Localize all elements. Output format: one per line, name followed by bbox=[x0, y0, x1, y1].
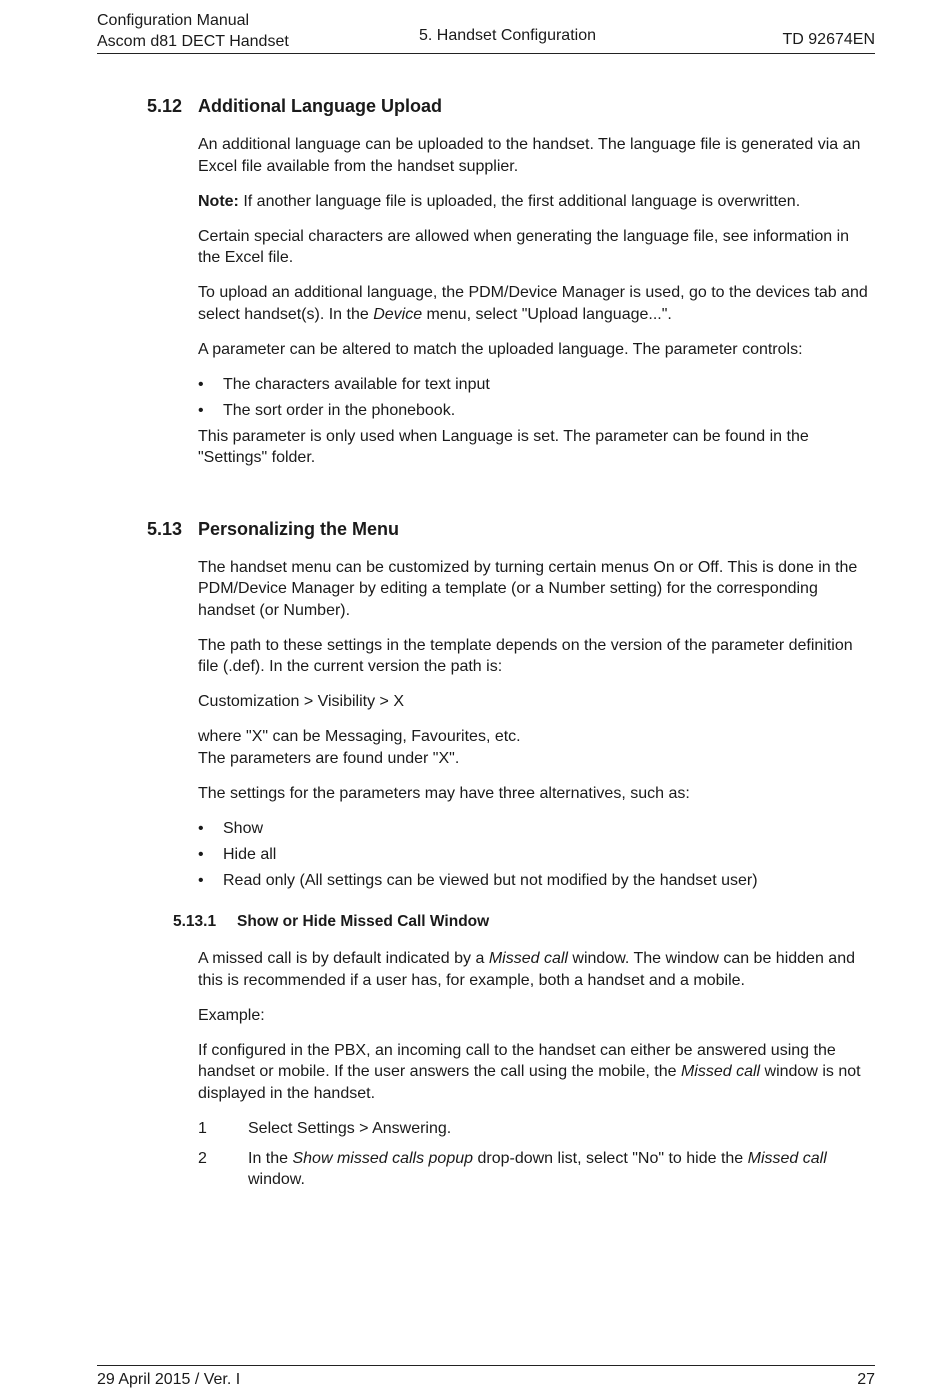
step-item bbox=[198, 1148, 875, 1191]
paragraph: This parameter is only used when Language is set. The parameter can be found in the "Settings" folder. bbox=[198, 427, 809, 466]
doc-title: Configuration Manual bbox=[97, 12, 250, 29]
page-number: 27 bbox=[857, 1371, 875, 1388]
section-body-5-13 bbox=[198, 557, 875, 892]
text-run: window is not displayed in the handset. bbox=[198, 1063, 861, 1102]
paragraph bbox=[198, 282, 875, 325]
note-paragraph bbox=[198, 191, 875, 213]
text-run: drop-down list, select "No" to hide the bbox=[473, 1149, 748, 1167]
bullet-icon: • bbox=[198, 819, 204, 837]
bullet-icon: • bbox=[198, 401, 204, 419]
bullet-icon: • bbox=[198, 871, 204, 889]
step-item bbox=[198, 1118, 875, 1140]
note-text: If another language file is uploaded, the first additional language is overwritten. bbox=[238, 192, 801, 210]
paragraph: Certain special characters are allowed when generating the language file, see information in the Excel file. bbox=[198, 227, 850, 266]
bullet-icon: • bbox=[198, 375, 204, 393]
emphasis-text: Missed call bbox=[488, 950, 568, 967]
list-item-text: Show bbox=[223, 819, 264, 837]
subsection-number: 5.13.1 bbox=[173, 913, 217, 930]
paragraph: The path to these settings in the template depends on the version of the parameter definition file (.def). In the current version the path is: bbox=[198, 636, 853, 675]
list-item-text: The sort order in the phonebook. bbox=[223, 401, 456, 419]
section-number: 5.13 bbox=[147, 518, 183, 539]
page-content bbox=[147, 96, 875, 1199]
menu-path: Customization > Visibility > X bbox=[198, 693, 405, 710]
paragraph: The handset menu can be customized by turning certain menus On or Off. This is done in the PDM/Device Manager by editing a template (or a Number setting) for the corresponding handset (or Number). bbox=[198, 558, 858, 619]
subsection-body-5-13-1 bbox=[198, 948, 875, 1191]
text-run: If configured in the PBX, an incoming call to the handset can either be answered using the handset or mobile. If the user answers the call using the mobile, the bbox=[198, 1041, 836, 1080]
text-run: To upload an additional language, the PDM/Device Manager is used, go to the devices tab and select handset(s). In the bbox=[198, 284, 868, 323]
note-label: Note: bbox=[198, 192, 239, 210]
text-line: The parameters are found under "X". bbox=[198, 749, 460, 767]
emphasis-text: Missed call bbox=[747, 1149, 827, 1167]
list-item bbox=[198, 400, 875, 422]
doc-id: TD 92674EN bbox=[782, 31, 875, 48]
step-number: 2 bbox=[198, 1149, 207, 1167]
text-line: where "X" can be Messaging, Favourites, etc. bbox=[198, 728, 521, 745]
header-left bbox=[97, 10, 289, 52]
list-item-text: Hide all bbox=[223, 845, 277, 863]
text-run: In the bbox=[248, 1149, 293, 1167]
list-item-text: The characters available for text input bbox=[223, 375, 490, 393]
section-number: 5.12 bbox=[147, 96, 183, 116]
emphasis-text: Device bbox=[373, 305, 423, 323]
section-title: Additional Language Upload bbox=[198, 96, 442, 116]
bullet-list bbox=[198, 374, 875, 422]
text-run: menu, select "Upload language...". bbox=[422, 305, 672, 323]
page-footer bbox=[97, 1365, 875, 1388]
section-body-5-12 bbox=[198, 134, 875, 469]
paragraph: An additional language can be uploaded to the handset. The language file is generated via an Excel file available from the handset supplier. bbox=[198, 136, 861, 175]
list-item bbox=[198, 844, 875, 866]
bullet-list bbox=[198, 818, 875, 892]
paragraph: The settings for the parameters may have three alternatives, such as: bbox=[198, 784, 690, 802]
section-heading-5-13 bbox=[147, 519, 875, 540]
list-item bbox=[198, 818, 875, 840]
paragraph bbox=[198, 948, 875, 991]
product-name: Ascom d81 DECT Handset bbox=[97, 33, 289, 50]
paragraph bbox=[198, 726, 875, 769]
chapter-title: 5. Handset Configuration bbox=[419, 27, 596, 44]
text-run: A missed call is by default indicated by a bbox=[198, 950, 489, 967]
footer-date-version: 29 April 2015 / Ver. I bbox=[97, 1371, 241, 1388]
paragraph: Example: bbox=[198, 1006, 265, 1024]
numbered-steps bbox=[198, 1118, 875, 1191]
text-run: window. The window can be hidden and this is recommended if a user has, for example, both a handset and a mobile. bbox=[198, 950, 855, 989]
paragraph: A parameter can be altered to match the uploaded language. The parameter controls: bbox=[198, 340, 803, 358]
bullet-icon: • bbox=[198, 845, 204, 863]
page-header bbox=[97, 10, 875, 54]
subsection-heading-5-13-1 bbox=[173, 913, 875, 931]
text-run: window. bbox=[248, 1171, 305, 1188]
subsection-title: Show or Hide Missed Call Window bbox=[237, 913, 490, 930]
emphasis-text: Missed call bbox=[680, 1063, 761, 1080]
section-heading-5-12 bbox=[147, 96, 875, 117]
list-item-text: Read only (All settings can be viewed but not modified by the handset user) bbox=[223, 871, 758, 889]
emphasis-text: Show missed calls popup bbox=[292, 1149, 474, 1167]
list-item bbox=[198, 374, 875, 396]
paragraph bbox=[198, 1040, 875, 1105]
step-text: Select Settings > Answering. bbox=[248, 1119, 452, 1137]
step-number: 1 bbox=[198, 1119, 207, 1137]
section-title: Personalizing the Menu bbox=[198, 518, 400, 539]
list-item bbox=[198, 870, 875, 892]
